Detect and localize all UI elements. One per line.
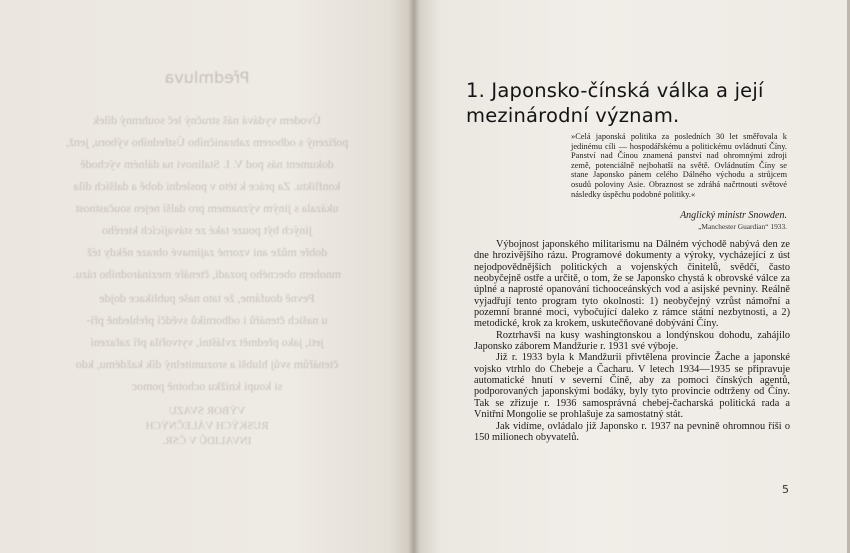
body-paragraph: Již r. 1933 byla k Mandžurii přivtělena provincie Žache a japonské vojsko vtrhlo do Chebeje a Čacharu. V letech 1934—1935 se připravuje automatické hnutí v severní Číně, aby za pomoci čínských agentů, podporovaných japonskými bodáky, byly tyto provincie odtrženy od Číny. Tak se zřizuje r. 1936 samosprávná chebej-čacharská politická rada a Vnitřní Mongolie se prohlašuje za samostatný stát.	[474, 352, 790, 421]
epigraph-quote: »Celá japonská politika za posledních 30 let směřovala k jedinému cíli — hospodářskému a politickému ovládnutí Číny. Panství nad Čínou znamená panství nad ohromnými zdroji země, potenciálně nejbohatší na světě. Ovládnutím Číny se stane Japonsko pánem celého Dálného východu a strůjcem osudů poloviny Asie. Obraznost se zdráhá načrtnouti světové následky úspěchu podobné politiky.«	[571, 132, 787, 199]
show-through-signature: VÝBOR SVAZU	[168, 405, 246, 417]
show-through-line: konfliktu. Za práce k této v poslední době a dalších díla	[73, 179, 341, 193]
book-gutter	[408, 0, 420, 553]
body-paragraph: Roztrhavši na kusy washingtonskou a londýnskou dohodu, zahájilo Japonsko záborem Mandžurie r. 1931 své výboje.	[474, 329, 790, 353]
show-through-line: dobře může ani vzorné zajímavé obraze někdy též	[86, 245, 328, 259]
show-through-line: pořízený s odborem zahraničního Ústředního výboru, jenž,	[65, 135, 349, 149]
show-through-line: u našich čtenářů i odborníků svědčí přehledně pří-	[86, 313, 328, 327]
chapter-title-line-2: mezinárodní význam.	[466, 104, 680, 127]
show-through-line: Úvodem vydává náš stručný leč souhrnný dílek	[93, 113, 321, 127]
show-through-signature: RUSKÝCH VÁLEČNÝCH	[145, 420, 269, 432]
show-through-line: čtenářům svůj hlubší a srozumitelný dík každému, kdo	[75, 357, 339, 371]
epigraph-attribution: Anglický ministr Snowden.	[680, 210, 787, 221]
chapter-title-line-1: 1. Japonsko-čínská válka a její	[466, 79, 764, 102]
show-through-line: jeti, jako předmět zvláštní, vytvořila pří zařazení	[90, 335, 324, 349]
chapter-title	[466, 78, 826, 128]
show-through-signature: INVALIDŮ V ČSR.	[162, 435, 252, 447]
chapter-body	[474, 239, 790, 443]
show-through-line: Pevně doufáme, že tato naše publikace dojde	[99, 291, 315, 305]
show-through-line: ukázala s jiným významem pro další nejen součastnost	[75, 201, 339, 215]
show-through-heading: Předmluva	[164, 68, 250, 87]
right-page	[414, 0, 850, 553]
page-number: 5	[782, 483, 789, 496]
show-through-line: jiných být pouze také ze stávajících kterého	[102, 223, 312, 237]
show-through-line: si koupí knížku ochotně pomoc	[131, 379, 283, 393]
show-through-line: dokument nás pod V. I. Stalinovi na dálném východě	[80, 157, 334, 171]
show-through-line: mnohem obecného pozadí, čtenáře mezinárodního rázu.	[72, 267, 342, 281]
show-through-text	[0, 0, 414, 553]
left-page	[0, 0, 414, 553]
body-paragraph: Jak vidíme, ovládalo již Japonsko r. 1937 na pevnině ohromnou říši o 150 milionech obyvatelů.	[474, 420, 790, 443]
epigraph-source: „Manchester Guardian“ 1933.	[698, 222, 787, 231]
body-paragraph: Výbojnost japonského militarismu na Dálném východě nabývá den ze dne hrozivějšího rázu. Programové dokumenty a výroky, vycházející z úst nejodpovědnějších politických a vojenských činitelů, svědčí, často neobyčejně ostře a určitě, o tom, že se Japonsko chystá k obrovské válce za úplné a naprosté opanování tichooceánských vod a asijské pevniny. Reálně vyjadřují tento program tyto okolnosti: 1) neobyčejný vzrůst námořní a pozemní branné moci, vybočující daleko z rámce státní nezbytnosti, a 2) metodické, krok za krokem, uskutečňované dobývání Číny.	[474, 239, 790, 330]
